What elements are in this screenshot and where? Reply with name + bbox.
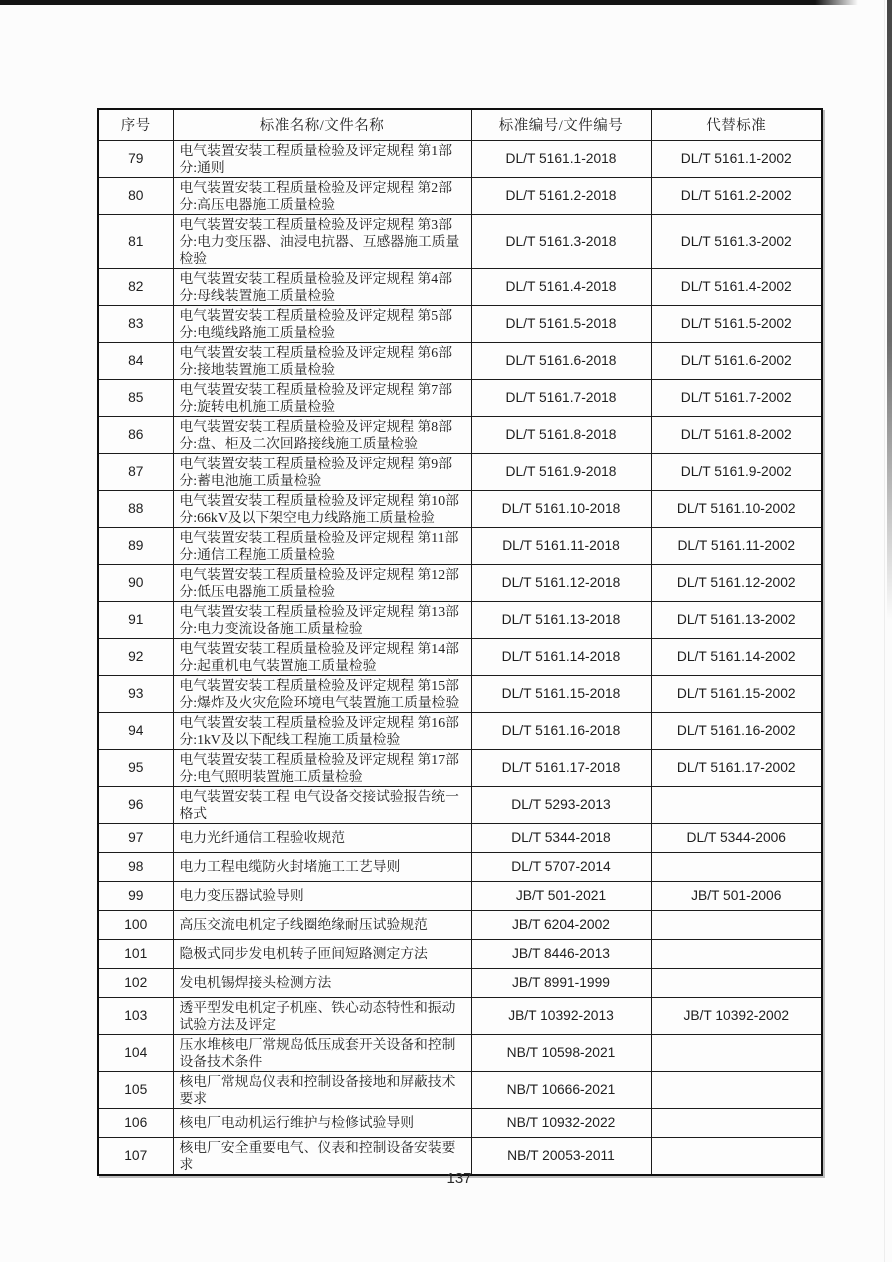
column-header-standard-name: 标准名称/文件名称 xyxy=(173,109,471,140)
cell-replaced-standard: DL/T 5161.12-2002 xyxy=(651,564,822,601)
cell-standard-code: DL/T 5161.9-2018 xyxy=(471,453,651,490)
cell-serial-number: 107 xyxy=(98,1137,173,1175)
cell-standard-name: 电力变压器试验导则 xyxy=(173,881,471,910)
cell-standard-name: 电气装置安装工程质量检验及评定规程 第7部分:旋转电机施工质量检验 xyxy=(173,379,471,416)
table-row xyxy=(98,601,822,638)
table-row xyxy=(98,712,822,749)
cell-serial-number: 106 xyxy=(98,1108,173,1137)
cell-standard-code: DL/T 5344-2018 xyxy=(471,823,651,852)
cell-standard-name: 透平型发电机定子机座、铁心动态特性和振动试验方法及评定 xyxy=(173,997,471,1034)
cell-replaced-standard: DL/T 5161.16-2002 xyxy=(651,712,822,749)
cell-serial-number: 105 xyxy=(98,1071,173,1108)
cell-standard-name: 电气装置安装工程质量检验及评定规程 第1部分:通则 xyxy=(173,140,471,177)
scan-edge-top xyxy=(0,0,858,5)
cell-replaced-standard: DL/T 5161.7-2002 xyxy=(651,379,822,416)
cell-serial-number: 93 xyxy=(98,675,173,712)
cell-serial-number: 83 xyxy=(98,305,173,342)
cell-replaced-standard: DL/T 5161.17-2002 xyxy=(651,749,822,786)
cell-standard-code: DL/T 5161.5-2018 xyxy=(471,305,651,342)
cell-standard-name: 核电厂电动机运行维护与检修试验导则 xyxy=(173,1108,471,1137)
cell-standard-name: 电气装置安装工程质量检验及评定规程 第12部分:低压电器施工质量检验 xyxy=(173,564,471,601)
cell-standard-code: JB/T 501-2021 xyxy=(471,881,651,910)
cell-replaced-standard xyxy=(651,786,822,823)
cell-standard-name: 电气装置安装工程质量检验及评定规程 第14部分:起重机电气装置施工质量检验 xyxy=(173,638,471,675)
cell-replaced-standard: DL/T 5161.3-2002 xyxy=(651,214,822,268)
table-row xyxy=(98,268,822,305)
cell-serial-number: 91 xyxy=(98,601,173,638)
cell-replaced-standard: DL/T 5161.14-2002 xyxy=(651,638,822,675)
table-row xyxy=(98,823,822,852)
cell-standard-code: DL/T 5161.12-2018 xyxy=(471,564,651,601)
cell-serial-number: 103 xyxy=(98,997,173,1034)
standards-table-body xyxy=(98,140,822,1175)
table-row xyxy=(98,1071,822,1108)
table-row xyxy=(98,749,822,786)
cell-serial-number: 90 xyxy=(98,564,173,601)
cell-standard-name: 核电厂安全重要电气、仪表和控制设备安装要求 xyxy=(173,1137,471,1175)
cell-serial-number: 86 xyxy=(98,416,173,453)
table-row xyxy=(98,342,822,379)
cell-standard-name: 电气装置安装工程质量检验及评定规程 第16部分:1kV及以下配线工程施工质量检验 xyxy=(173,712,471,749)
paper-edge-line xyxy=(884,0,885,1262)
cell-serial-number: 89 xyxy=(98,527,173,564)
cell-standard-code: DL/T 5161.1-2018 xyxy=(471,140,651,177)
column-header-standard-code: 标准编号/文件编号 xyxy=(471,109,651,140)
cell-standard-name: 电气装置安装工程质量检验及评定规程 第13部分:电力变流设备施工质量检验 xyxy=(173,601,471,638)
cell-standard-code: DL/T 5161.17-2018 xyxy=(471,749,651,786)
table-row xyxy=(98,1137,822,1175)
cell-replaced-standard: DL/T 5161.4-2002 xyxy=(651,268,822,305)
column-header-replaced-standard: 代替标准 xyxy=(651,109,822,140)
cell-serial-number: 94 xyxy=(98,712,173,749)
cell-serial-number: 92 xyxy=(98,638,173,675)
cell-replaced-standard: DL/T 5161.5-2002 xyxy=(651,305,822,342)
cell-replaced-standard: DL/T 5161.10-2002 xyxy=(651,490,822,527)
cell-replaced-standard: DL/T 5161.9-2002 xyxy=(651,453,822,490)
table-row xyxy=(98,675,822,712)
cell-replaced-standard xyxy=(651,1034,822,1071)
table-row xyxy=(98,786,822,823)
cell-serial-number: 99 xyxy=(98,881,173,910)
cell-replaced-standard: JB/T 10392-2002 xyxy=(651,997,822,1034)
cell-serial-number: 82 xyxy=(98,268,173,305)
cell-standard-name: 电气装置安装工程质量检验及评定规程 第3部分:电力变压器、油浸电抗器、互感器施工质量检验 xyxy=(173,214,471,268)
cell-standard-name: 高压交流电机定子线圈绝缘耐压试验规范 xyxy=(173,910,471,939)
cell-replaced-standard: DL/T 5161.11-2002 xyxy=(651,527,822,564)
table-row xyxy=(98,305,822,342)
table-row xyxy=(98,177,822,214)
cell-serial-number: 87 xyxy=(98,453,173,490)
standards-table xyxy=(97,108,823,1176)
cell-replaced-standard: DL/T 5161.1-2002 xyxy=(651,140,822,177)
table-row xyxy=(98,214,822,268)
cell-standard-code: DL/T 5161.4-2018 xyxy=(471,268,651,305)
cell-standard-code: DL/T 5161.8-2018 xyxy=(471,416,651,453)
cell-standard-code: JB/T 8446-2013 xyxy=(471,939,651,968)
cell-serial-number: 84 xyxy=(98,342,173,379)
cell-standard-code: NB/T 10666-2021 xyxy=(471,1071,651,1108)
table-row xyxy=(98,527,822,564)
cell-standard-code: DL/T 5707-2014 xyxy=(471,852,651,881)
cell-replaced-standard xyxy=(651,968,822,997)
cell-serial-number: 100 xyxy=(98,910,173,939)
cell-standard-name: 电气装置安装工程质量检验及评定规程 第5部分:电缆线路施工质量检验 xyxy=(173,305,471,342)
table-row xyxy=(98,968,822,997)
cell-standard-name: 隐极式同步发电机转子匝间短路测定方法 xyxy=(173,939,471,968)
cell-replaced-standard: DL/T 5161.15-2002 xyxy=(651,675,822,712)
cell-standard-name: 电气装置安装工程质量检验及评定规程 第17部分:电气照明装置施工质量检验 xyxy=(173,749,471,786)
cell-replaced-standard xyxy=(651,1071,822,1108)
cell-standard-name: 电气装置安装工程 电气设备交接试验报告统一格式 xyxy=(173,786,471,823)
cell-standard-code: JB/T 8991-1999 xyxy=(471,968,651,997)
cell-replaced-standard: DL/T 5161.13-2002 xyxy=(651,601,822,638)
cell-standard-code: DL/T 5161.16-2018 xyxy=(471,712,651,749)
cell-standard-name: 核电厂常规岛仪表和控制设备接地和屏蔽技术要求 xyxy=(173,1071,471,1108)
cell-serial-number: 85 xyxy=(98,379,173,416)
table-row xyxy=(98,416,822,453)
cell-standard-code: NB/T 10598-2021 xyxy=(471,1034,651,1071)
table-row xyxy=(98,564,822,601)
cell-serial-number: 88 xyxy=(98,490,173,527)
cell-replaced-standard xyxy=(651,910,822,939)
cell-standard-name: 电气装置安装工程质量检验及评定规程 第6部分:接地装置施工质量检验 xyxy=(173,342,471,379)
scan-edge-right xyxy=(887,0,892,620)
cell-replaced-standard xyxy=(651,852,822,881)
cell-standard-code: DL/T 5161.13-2018 xyxy=(471,601,651,638)
table-row xyxy=(98,638,822,675)
cell-standard-code: DL/T 5161.11-2018 xyxy=(471,527,651,564)
cell-replaced-standard xyxy=(651,1108,822,1137)
cell-replaced-standard xyxy=(651,1137,822,1175)
cell-replaced-standard xyxy=(651,939,822,968)
table-row xyxy=(98,379,822,416)
table-row xyxy=(98,140,822,177)
cell-replaced-standard: JB/T 501-2006 xyxy=(651,881,822,910)
cell-standard-name: 电气装置安装工程质量检验及评定规程 第10部分:66kV及以下架空电力线路施工质量检验 xyxy=(173,490,471,527)
cell-standard-code: JB/T 6204-2002 xyxy=(471,910,651,939)
table-row xyxy=(98,453,822,490)
standards-table-header xyxy=(98,109,822,140)
cell-replaced-standard: DL/T 5344-2006 xyxy=(651,823,822,852)
cell-standard-code: DL/T 5161.2-2018 xyxy=(471,177,651,214)
table-row xyxy=(98,490,822,527)
cell-serial-number: 104 xyxy=(98,1034,173,1071)
cell-standard-code: DL/T 5161.3-2018 xyxy=(471,214,651,268)
cell-serial-number: 81 xyxy=(98,214,173,268)
cell-standard-code: DL/T 5293-2013 xyxy=(471,786,651,823)
cell-standard-code: NB/T 10932-2022 xyxy=(471,1108,651,1137)
cell-standard-name: 电气装置安装工程质量检验及评定规程 第4部分:母线装置施工质量检验 xyxy=(173,268,471,305)
cell-serial-number: 98 xyxy=(98,852,173,881)
cell-serial-number: 95 xyxy=(98,749,173,786)
cell-serial-number: 79 xyxy=(98,140,173,177)
cell-standard-name: 发电机锡焊接头检测方法 xyxy=(173,968,471,997)
table-row xyxy=(98,881,822,910)
cell-standard-code: JB/T 10392-2013 xyxy=(471,997,651,1034)
cell-serial-number: 102 xyxy=(98,968,173,997)
cell-standard-name: 电力光纤通信工程验收规范 xyxy=(173,823,471,852)
table-row xyxy=(98,852,822,881)
cell-replaced-standard: DL/T 5161.8-2002 xyxy=(651,416,822,453)
cell-standard-name: 电气装置安装工程质量检验及评定规程 第2部分:高压电器施工质量检验 xyxy=(173,177,471,214)
cell-standard-name: 电气装置安装工程质量检验及评定规程 第9部分:蓄电池施工质量检验 xyxy=(173,453,471,490)
cell-standard-name: 电气装置安装工程质量检验及评定规程 第11部分:通信工程施工质量检验 xyxy=(173,527,471,564)
cell-serial-number: 97 xyxy=(98,823,173,852)
cell-standard-code: DL/T 5161.10-2018 xyxy=(471,490,651,527)
cell-standard-name: 电气装置安装工程质量检验及评定规程 第15部分:爆炸及火灾危险环境电气装置施工质量检验 xyxy=(173,675,471,712)
cell-serial-number: 80 xyxy=(98,177,173,214)
cell-serial-number: 101 xyxy=(98,939,173,968)
table-row xyxy=(98,910,822,939)
cell-serial-number: 96 xyxy=(98,786,173,823)
table-row xyxy=(98,939,822,968)
cell-standard-name: 电气装置安装工程质量检验及评定规程 第8部分:盘、柜及二次回路接线施工质量检验 xyxy=(173,416,471,453)
header-row xyxy=(98,109,822,140)
table-row xyxy=(98,1108,822,1137)
cell-replaced-standard: DL/T 5161.2-2002 xyxy=(651,177,822,214)
cell-standard-name: 电力工程电缆防火封堵施工工艺导则 xyxy=(173,852,471,881)
cell-standard-name: 压水堆核电厂常规岛低压成套开关设备和控制设备技术条件 xyxy=(173,1034,471,1071)
cell-standard-code: DL/T 5161.7-2018 xyxy=(471,379,651,416)
cell-replaced-standard: DL/T 5161.6-2002 xyxy=(651,342,822,379)
page-number: 137 xyxy=(446,1170,472,1187)
column-header-serial-number: 序号 xyxy=(98,109,173,140)
table-row xyxy=(98,997,822,1034)
cell-standard-code: NB/T 20053-2011 xyxy=(471,1137,651,1175)
table-row xyxy=(98,1034,822,1071)
cell-standard-code: DL/T 5161.6-2018 xyxy=(471,342,651,379)
cell-standard-code: DL/T 5161.15-2018 xyxy=(471,675,651,712)
cell-standard-code: DL/T 5161.14-2018 xyxy=(471,638,651,675)
